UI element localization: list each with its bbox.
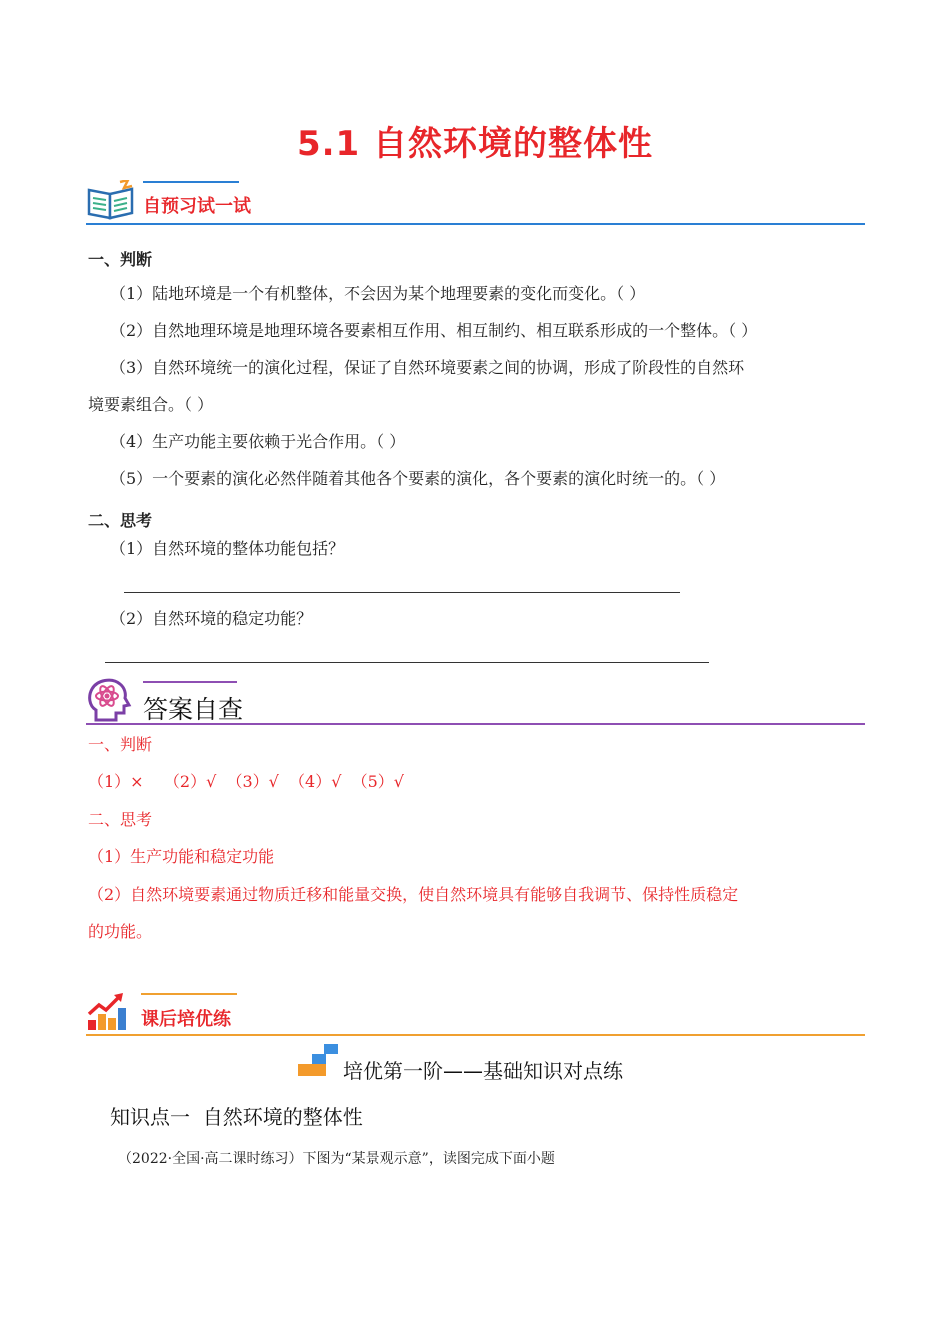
judgment-heading: 一、判断 xyxy=(88,250,153,269)
practice-section-label: 课后培优练 xyxy=(141,1009,231,1030)
preview-label-rule xyxy=(143,181,239,183)
brain-head-icon xyxy=(86,676,132,722)
judgment-item-3: （3）自然环境统一的演化过程，保证了自然环境要素之间的协调，形成了阶段性的自然环 xyxy=(110,358,745,377)
answer-blank-2[interactable] xyxy=(105,662,709,663)
stage-title: 培优第一阶——基础知识对点练 xyxy=(343,1059,623,1083)
answers-thinking-heading: 二、思考 xyxy=(88,810,153,829)
preview-divider xyxy=(86,223,865,225)
judgment-item-5: （5）一个要素的演化必然伴随着其他各个要素的演化，各个要素的演化时统一的。（ ） xyxy=(110,469,726,488)
judgment-item-4: （4）生产功能主要依赖于光合作用。（ ） xyxy=(110,432,406,451)
thinking-question-1: （1）自然环境的整体功能包括？ xyxy=(110,539,345,558)
judgment-item-2: （2）自然地理环境是地理环境各要素相互作用、相互制约、相互联系形成的一个整体。（ ） xyxy=(110,321,758,340)
answers-label-rule xyxy=(143,681,237,683)
thinking-question-2: （2）自然环境的稳定功能？ xyxy=(110,609,313,628)
preview-section-label: 自预习试一试 xyxy=(143,196,251,217)
stairs-icon xyxy=(298,1044,340,1078)
knowledge-point-title: 知识点一 自然环境的整体性 xyxy=(110,1105,363,1129)
question-intro: （2022·全国·高二课时练习）下图为“某景观示意”，读图完成下面小题 xyxy=(118,1151,555,1167)
judgment-item-3-cont: 境要素组合。（ ） xyxy=(88,395,214,414)
practice-label-rule xyxy=(141,993,237,995)
answers-divider xyxy=(86,723,865,725)
page-title: 5.1 自然环境的整体性 xyxy=(296,124,654,164)
answers-judgment-heading: 一、判断 xyxy=(88,735,153,754)
answers-section-label: 答案自查 xyxy=(143,695,244,724)
preview-book-icon xyxy=(86,180,138,222)
answers-judgment-values: （1）× （2）√ （3）√ （4）√ （5）√ xyxy=(88,772,404,791)
answer-2-line-2: 的功能。 xyxy=(88,922,153,941)
practice-divider xyxy=(86,1034,865,1036)
answer-1: （1）生产功能和稳定功能 xyxy=(88,847,275,866)
growth-chart-icon xyxy=(86,990,128,1032)
thinking-heading: 二、思考 xyxy=(88,511,153,530)
answer-blank-1[interactable] xyxy=(124,592,680,593)
answer-2-line-1: （2）自然环境要素通过物质迁移和能量交换，使自然环境具有能够自我调节、保持性质稳定 xyxy=(88,885,739,904)
judgment-item-1: （1）陆地环境是一个有机整体，不会因为某个地理要素的变化而变化。（ ） xyxy=(110,284,646,303)
